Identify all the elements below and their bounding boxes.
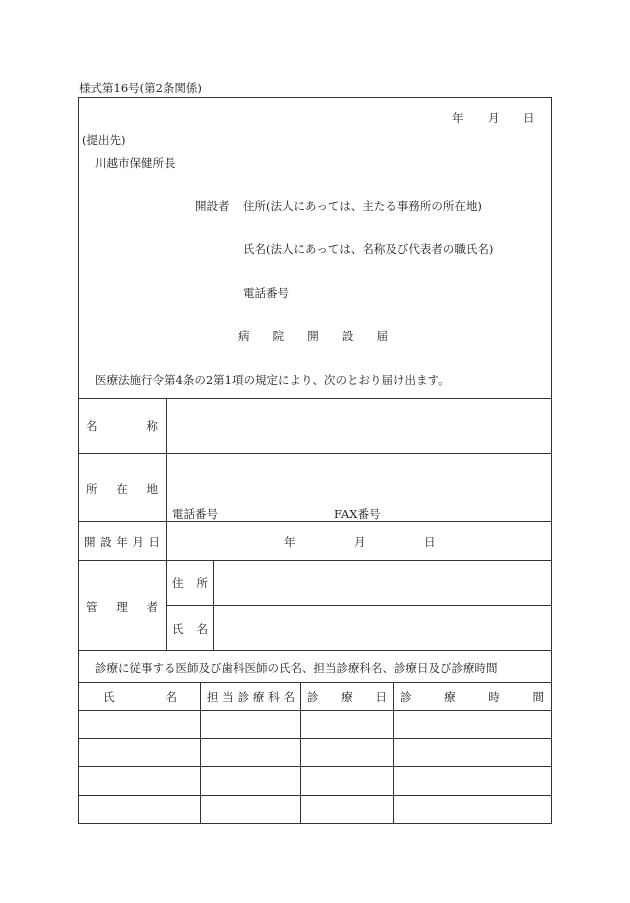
title-char: 院 (272, 329, 285, 343)
doctor-hours-cell[interactable] (394, 767, 551, 795)
label-char: 日 (148, 535, 160, 549)
opening-month: 月 (354, 535, 366, 549)
label-char: 管 (86, 600, 98, 614)
doctor-name-cell[interactable] (79, 711, 200, 738)
col-header-hours (400, 689, 544, 705)
title-char: 届 (376, 329, 388, 343)
label-char: 時 (488, 690, 500, 704)
label-char: 当 (222, 690, 234, 704)
location-fax-label: FAX番号 (334, 507, 381, 521)
title-char: 設 (341, 329, 354, 343)
manager-label (86, 599, 158, 615)
date-year: 年 (452, 111, 464, 125)
doctor-days-cell[interactable] (301, 796, 393, 823)
label-char: 科 (268, 690, 280, 704)
label-char: 日 (375, 690, 387, 704)
manager-name-cell[interactable] (214, 606, 551, 650)
frame-top (78, 97, 552, 98)
founder-label: 開設者 (195, 199, 230, 213)
label-char: 氏 (172, 622, 184, 636)
opening-date-label (84, 534, 160, 550)
doctor-days-cell[interactable] (301, 767, 393, 795)
manager-address-label (172, 575, 208, 591)
doctor-hours-cell[interactable] (394, 739, 551, 766)
label-char: 診 (307, 690, 319, 704)
doctor-department-cell[interactable] (201, 767, 300, 795)
label-char: 診 (400, 690, 412, 704)
label-char: 月 (132, 535, 144, 549)
opening-day: 日 (424, 535, 436, 549)
label-char: 療 (252, 690, 265, 704)
label-char: 名 (86, 419, 98, 433)
row-line (78, 650, 552, 651)
location-row-label (86, 481, 158, 497)
manager-name-label (172, 621, 208, 637)
recipient: 川越市保健所長 (95, 156, 176, 170)
label-char: 年 (116, 535, 128, 549)
label-char: 診 (237, 690, 250, 704)
label-char: 住 (172, 576, 184, 590)
doctor-hours-cell[interactable] (394, 711, 551, 738)
label-char: 所 (196, 576, 208, 590)
founder-name-label: 氏名(法人にあっては、名称及び代表者の職氏名) (243, 242, 494, 256)
label-char: 開 (84, 535, 96, 549)
statement: 医療法施行令第4条の2第1項の規定により、次のとおり届け出ます。 (95, 373, 450, 387)
col-header-days (307, 689, 387, 705)
form-number: 様式第16号(第2条関係) (79, 81, 202, 95)
doctor-department-cell[interactable] (201, 711, 300, 738)
doctor-days-cell[interactable] (301, 739, 393, 766)
label-char: 名 (283, 690, 295, 704)
frame-bottom (78, 823, 552, 824)
label-char: 名 (196, 622, 208, 636)
label-char: 理 (116, 600, 128, 614)
location-phone-label: 電話番号 (172, 507, 218, 521)
location-input-cell[interactable] (167, 454, 551, 502)
label-char: 担 (207, 690, 219, 704)
name-input-cell[interactable] (167, 399, 551, 453)
opening-year: 年 (284, 535, 296, 549)
title-char: 開 (307, 329, 319, 343)
label-char: 設 (100, 535, 112, 549)
label-char: 氏 (103, 690, 115, 704)
document-title (238, 328, 388, 344)
frame-right (551, 97, 552, 823)
founder-phone-label: 電話番号 (243, 286, 289, 300)
doctor-name-cell[interactable] (79, 767, 200, 795)
label-char: 療 (341, 690, 353, 704)
manager-address-cell[interactable] (214, 561, 551, 605)
doctor-days-cell[interactable] (301, 711, 393, 738)
founder-address-label: 住所(法人にあっては、主たる事務所の所在地) (243, 199, 482, 213)
title-char: 病 (238, 329, 250, 343)
label-char: 療 (444, 690, 456, 704)
submit-to-label: (提出先) (82, 133, 126, 147)
doctor-name-cell[interactable] (79, 739, 200, 766)
label-char: 間 (532, 690, 544, 704)
label-char: 地 (146, 482, 158, 496)
doctor-department-cell[interactable] (201, 739, 300, 766)
doctors-title: 診療に従事する医師及び歯科医師の氏名、担当診療科名、診療日及び診療時間 (95, 661, 498, 675)
row-line (78, 682, 552, 683)
col-header-name (103, 689, 177, 705)
label-char: 在 (116, 482, 128, 496)
name-row-label (86, 418, 158, 434)
doctor-name-cell[interactable] (79, 796, 200, 823)
doctor-hours-cell[interactable] (394, 796, 551, 823)
row-line (78, 521, 552, 522)
date-month: 月 (488, 111, 500, 125)
doctor-department-cell[interactable] (201, 796, 300, 823)
label-char: 所 (86, 482, 98, 496)
label-char: 名 (165, 690, 177, 704)
label-char: 者 (146, 600, 158, 614)
label-char: 称 (146, 419, 158, 433)
col-header-department (207, 689, 295, 705)
date-day: 日 (523, 111, 535, 125)
